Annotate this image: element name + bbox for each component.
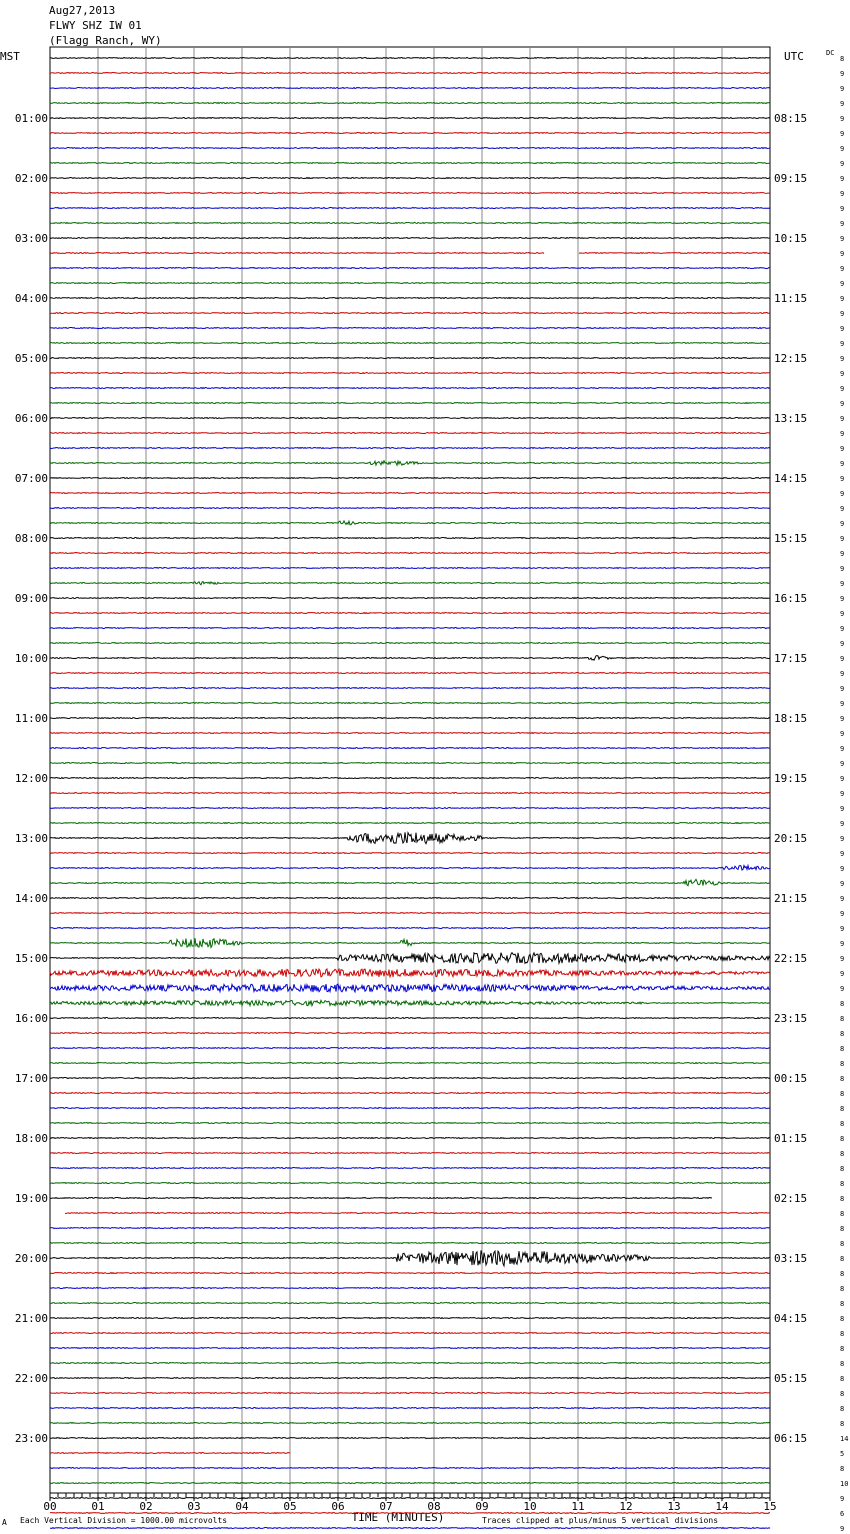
dc-offset-value: 8 xyxy=(840,1360,845,1368)
seismic-trace-line xyxy=(50,1333,770,1334)
seismic-trace-line xyxy=(50,358,770,359)
seismic-trace-line xyxy=(50,178,770,179)
right-hour-label: 02:15 xyxy=(774,1192,808,1205)
left-hour-label: 02:00 xyxy=(14,172,48,185)
seismic-trace-line xyxy=(50,1438,770,1439)
right-hour-label: 15:15 xyxy=(774,532,808,545)
seismic-trace-line xyxy=(50,1078,770,1079)
x-tick-label: 00 xyxy=(43,1500,57,1513)
left-hour-label: 04:00 xyxy=(14,292,48,305)
dc-offset-value: 9 xyxy=(840,730,845,738)
left-hour-label: 01:00 xyxy=(14,112,48,125)
dc-offset-value: 6 xyxy=(840,1510,845,1518)
seismic-trace-line xyxy=(50,418,770,419)
seismic-trace-line xyxy=(50,1048,770,1049)
x-tick-label: 08 xyxy=(427,1500,441,1513)
seismic-trace-line xyxy=(50,823,770,824)
seismic-trace-line xyxy=(50,673,770,674)
seismic-trace-line xyxy=(50,763,770,764)
dc-offset-value: 8 xyxy=(840,1300,845,1308)
dc-offset-value: 10 xyxy=(840,1480,849,1488)
dc-offset-value: 8 xyxy=(840,1345,845,1353)
seismic-trace-line xyxy=(50,969,770,977)
dc-offset-value: 8 xyxy=(840,1195,845,1203)
clip-note: Traces clipped at plus/minus 5 vertical divisions xyxy=(482,1516,719,1525)
seismic-trace-line xyxy=(50,238,770,239)
right-hour-label: 13:15 xyxy=(774,412,808,425)
dc-offset-value: 9 xyxy=(840,550,845,558)
dc-offset-value: 8 xyxy=(840,1120,845,1128)
dc-offset-value: 9 xyxy=(840,985,845,993)
dc-offset-value: 8 xyxy=(840,1285,845,1293)
seismic-trace-line xyxy=(50,253,770,254)
dc-offset-value: 8 xyxy=(840,1330,845,1338)
dc-offset-value: 9 xyxy=(840,355,845,363)
x-tick-label: 01 xyxy=(91,1500,105,1513)
seismic-trace-line xyxy=(50,1000,770,1005)
seismic-trace-line xyxy=(50,1378,770,1379)
x-tick-label: 02 xyxy=(139,1500,153,1513)
right-hour-label: 05:15 xyxy=(774,1372,808,1385)
seismic-trace-line xyxy=(50,118,770,119)
dc-offset-value: 8 xyxy=(840,1255,845,1263)
dc-offset-value: 8 xyxy=(840,1075,845,1083)
seismic-trace-line xyxy=(50,866,770,871)
dc-offset-value: 9 xyxy=(840,145,845,153)
dc-offset-value: 9 xyxy=(840,1495,845,1503)
seismic-trace-line xyxy=(50,1393,770,1394)
seismic-trace-line xyxy=(50,388,770,389)
left-hour-label: 09:00 xyxy=(14,592,48,605)
dc-offset-value: 9 xyxy=(840,475,845,483)
right-hour-label: 22:15 xyxy=(774,952,808,965)
seismic-trace-line xyxy=(50,656,770,661)
dc-offset-value: 9 xyxy=(840,295,845,303)
seismic-trace-line xyxy=(50,208,770,209)
x-tick-label: 11 xyxy=(571,1500,585,1513)
right-hour-label: 08:15 xyxy=(774,112,808,125)
seismic-trace-line xyxy=(50,403,770,404)
x-tick-label: 05 xyxy=(283,1500,297,1513)
dc-offset-value: 9 xyxy=(840,790,845,798)
dc-offset-value: 9 xyxy=(840,745,845,753)
seismic-trace-line xyxy=(50,718,770,719)
seismic-trace-line xyxy=(50,598,770,599)
right-hour-label: 17:15 xyxy=(774,652,808,665)
seismic-trace-line xyxy=(50,953,770,964)
dc-offset-value: 8 xyxy=(840,1105,845,1113)
right-hour-label: 09:15 xyxy=(774,172,808,185)
seismic-trace-line xyxy=(50,373,770,374)
dc-offset-value: 9 xyxy=(840,130,845,138)
dc-offset-value: 9 xyxy=(840,505,845,513)
seismic-trace-line xyxy=(50,521,770,525)
right-hour-label: 14:15 xyxy=(774,472,808,485)
x-tick-label: 07 xyxy=(379,1500,393,1513)
x-axis-title: TIME (MINUTES) xyxy=(351,1511,445,1524)
seismic-trace-line xyxy=(50,148,770,149)
seismic-trace-line xyxy=(50,1018,770,1019)
seismic-trace-line xyxy=(50,298,770,299)
right-hour-label: 06:15 xyxy=(774,1432,808,1445)
seismic-trace-line xyxy=(50,938,770,947)
dc-offset-value: 9 xyxy=(840,385,845,393)
left-hour-label: 18:00 xyxy=(14,1132,48,1145)
seismic-trace-line xyxy=(50,1348,770,1349)
dc-offset-value: 9 xyxy=(840,640,845,648)
dc-offset-value: 9 xyxy=(840,325,845,333)
seismic-trace-line xyxy=(50,582,770,585)
dc-offset-value: 9 xyxy=(840,520,845,528)
seismic-trace-line xyxy=(50,103,770,104)
seismic-trace-line xyxy=(50,1273,770,1274)
dc-offset-value: 9 xyxy=(840,100,845,108)
dc-offset-value: 9 xyxy=(840,880,845,888)
dc-offset-value: 8 xyxy=(840,1240,845,1248)
dc-offset-value: 8 xyxy=(840,1060,845,1068)
seismic-trace-line xyxy=(50,1228,770,1229)
seismic-trace-line xyxy=(50,433,770,434)
dc-offset-value: 9 xyxy=(840,250,845,258)
left-hour-label: 16:00 xyxy=(14,1012,48,1025)
dc-offset-value: 8 xyxy=(840,1150,845,1158)
seismic-trace-line xyxy=(50,1033,770,1034)
seismic-trace-line xyxy=(50,793,770,794)
seismic-trace-line xyxy=(50,984,770,992)
dc-offset-value: 8 xyxy=(840,1135,845,1143)
left-hour-label: 12:00 xyxy=(14,772,48,785)
seismic-trace-line xyxy=(50,1198,712,1199)
left-hour-label: 05:00 xyxy=(14,352,48,365)
dc-offset-value: 9 xyxy=(840,925,845,933)
dc-offset-value: 5 xyxy=(840,1450,845,1458)
seismic-trace-line xyxy=(50,853,770,854)
dc-offset-value: 9 xyxy=(840,535,845,543)
seismic-trace-line xyxy=(50,733,770,734)
x-tick-label: 13 xyxy=(667,1500,681,1513)
dc-offset-value: 9 xyxy=(840,310,845,318)
left-hour-label: 14:00 xyxy=(14,892,48,905)
seismic-trace-line xyxy=(50,223,770,224)
seismic-trace-line xyxy=(50,1318,770,1319)
dc-offset-value: 8 xyxy=(840,1000,845,1008)
seismic-trace-line xyxy=(50,268,770,269)
corner-mark: A xyxy=(2,1518,7,1527)
seismic-trace-line xyxy=(50,1303,770,1304)
dc-offset-value: 9 xyxy=(840,835,845,843)
seismic-trace-line xyxy=(50,1528,770,1529)
seismic-trace-line xyxy=(50,1063,770,1064)
dc-offset-value: 8 xyxy=(840,55,845,63)
x-tick-label: 03 xyxy=(187,1500,201,1513)
seismic-trace-line xyxy=(50,1123,770,1124)
dc-offset-value: 9 xyxy=(840,190,845,198)
seismic-trace-line xyxy=(50,461,770,466)
seismic-trace-line xyxy=(50,1423,770,1424)
left-hour-label: 06:00 xyxy=(14,412,48,425)
seismic-trace-line xyxy=(50,1483,770,1484)
seismic-trace-line xyxy=(50,193,770,194)
station-label: FLWY SHZ IW 01 xyxy=(49,19,142,32)
dc-offset-value: 9 xyxy=(840,1525,845,1533)
seismic-trace-line xyxy=(50,88,770,89)
seismic-trace-line xyxy=(50,1288,770,1289)
x-tick-label: 14 xyxy=(715,1500,729,1513)
x-tick-label: 04 xyxy=(235,1500,249,1513)
dc-offset-value: 9 xyxy=(840,670,845,678)
dc-offset-value: 8 xyxy=(840,1375,845,1383)
seismic-trace-line xyxy=(50,913,770,914)
left-hour-label: 15:00 xyxy=(14,952,48,965)
left-hour-label: 23:00 xyxy=(14,1432,48,1445)
seismic-trace-line xyxy=(50,748,770,749)
dc-offset-value: 9 xyxy=(840,955,845,963)
right-hour-label: 16:15 xyxy=(774,592,808,605)
dc-offset-value: 9 xyxy=(840,610,845,618)
right-hour-label: 03:15 xyxy=(774,1252,808,1265)
seismic-trace-line xyxy=(50,1138,770,1139)
dc-offset-value: 9 xyxy=(840,430,845,438)
left-hour-label: 19:00 xyxy=(14,1192,48,1205)
dc-offset-value: 9 xyxy=(840,715,845,723)
right-hour-label: 20:15 xyxy=(774,832,808,845)
right-hour-label: 12:15 xyxy=(774,352,808,365)
dc-offset-value: 9 xyxy=(840,595,845,603)
dc-offset-value: 9 xyxy=(840,910,845,918)
dc-offset-value: 9 xyxy=(840,895,845,903)
dc-offset-value: 9 xyxy=(840,940,845,948)
dc-offset-value: 8 xyxy=(840,1015,845,1023)
dc-offset-value: 8 xyxy=(840,1210,845,1218)
dc-offset-value: 9 xyxy=(840,115,845,123)
seismic-trace-line xyxy=(50,508,770,509)
seismic-trace-line xyxy=(50,1468,770,1469)
right-hour-label: 18:15 xyxy=(774,712,808,725)
right-hour-label: 04:15 xyxy=(774,1312,808,1325)
dc-label: DC xyxy=(826,49,835,57)
seismic-trace-line xyxy=(50,879,770,885)
seismic-trace-line xyxy=(50,538,770,539)
left-hour-label: 17:00 xyxy=(14,1072,48,1085)
x-tick-label: 10 xyxy=(523,1500,537,1513)
scale-note: Each Vertical Division = 1000.00 microvolts xyxy=(20,1516,228,1525)
dc-offset-value: 8 xyxy=(840,1420,845,1428)
seismic-trace-line xyxy=(50,313,770,314)
left-hour-label: 20:00 xyxy=(14,1252,48,1265)
right-hour-label: 00:15 xyxy=(774,1072,808,1085)
x-tick-label: 12 xyxy=(619,1500,633,1513)
left-hour-label: 13:00 xyxy=(14,832,48,845)
dc-offset-value: 8 xyxy=(840,1270,845,1278)
dc-offset-value: 9 xyxy=(840,175,845,183)
seismic-trace-line xyxy=(50,1168,770,1169)
seismic-trace-line xyxy=(50,553,770,554)
seismic-trace-line xyxy=(50,283,770,284)
seismic-trace-line xyxy=(50,808,770,809)
right-hour-label: 23:15 xyxy=(774,1012,808,1025)
dc-offset-value: 9 xyxy=(840,805,845,813)
dc-offset-value: 8 xyxy=(840,1090,845,1098)
plot-frame xyxy=(50,47,770,1493)
left-hour-label: 08:00 xyxy=(14,532,48,545)
dc-offset-value: 9 xyxy=(840,820,845,828)
x-tick-label: 09 xyxy=(475,1500,489,1513)
seismic-trace-line xyxy=(50,1108,770,1109)
left-hour-label: 22:00 xyxy=(14,1372,48,1385)
dc-offset-value: 9 xyxy=(840,400,845,408)
dc-offset-value: 8 xyxy=(840,1180,845,1188)
seismic-trace-line xyxy=(50,1183,770,1184)
x-tick-label: 15 xyxy=(763,1500,777,1513)
dc-offset-value: 9 xyxy=(840,850,845,858)
seismic-trace-line xyxy=(50,643,770,644)
seismic-trace-line xyxy=(50,448,770,449)
location-label: (Flagg Ranch, WY) xyxy=(49,34,162,47)
seismic-trace-line xyxy=(50,58,770,59)
dc-offset-value: 9 xyxy=(840,340,845,348)
right-hour-label: 19:15 xyxy=(774,772,808,785)
dc-offset-value: 9 xyxy=(840,160,845,168)
dc-offset-value: 9 xyxy=(840,565,845,573)
dc-offset-value: 9 xyxy=(840,445,845,453)
left-hour-label: 07:00 xyxy=(14,472,48,485)
dc-offset-value: 9 xyxy=(840,580,845,588)
dc-offset-value: 9 xyxy=(840,970,845,978)
seismic-trace-line xyxy=(50,1408,770,1409)
dc-offset-value: 9 xyxy=(840,490,845,498)
seismic-trace-line xyxy=(50,832,770,843)
seismic-trace-line xyxy=(50,1093,770,1094)
dc-offset-value: 9 xyxy=(840,760,845,768)
dc-offset-value: 9 xyxy=(840,625,845,633)
seismic-trace-line xyxy=(50,1250,770,1266)
dc-offset-value: 9 xyxy=(840,265,845,273)
seismic-trace-line xyxy=(50,778,770,779)
right-hour-label: 01:15 xyxy=(774,1132,808,1145)
left-hour-label: 21:00 xyxy=(14,1312,48,1325)
dc-offset-value: 9 xyxy=(840,865,845,873)
seismic-trace-line xyxy=(50,703,770,704)
x-tick-label: 06 xyxy=(331,1500,345,1513)
seismic-trace-line xyxy=(50,1363,770,1364)
dc-offset-value: 8 xyxy=(840,1165,845,1173)
dc-offset-value: 8 xyxy=(840,1315,845,1323)
dc-offset-value: 8 xyxy=(840,1465,845,1473)
dc-offset-value: 8 xyxy=(840,1045,845,1053)
seismic-trace-line xyxy=(50,898,770,899)
dc-offset-value: 9 xyxy=(840,220,845,228)
dc-offset-value: 9 xyxy=(840,415,845,423)
dc-offset-value: 14 xyxy=(840,1435,849,1443)
dc-offset-value: 9 xyxy=(840,280,845,288)
seismic-trace-line xyxy=(65,1213,770,1214)
seismic-trace-line xyxy=(50,73,770,74)
seismic-trace-line xyxy=(50,568,770,569)
seismic-trace-line xyxy=(50,493,770,494)
seismic-trace-line xyxy=(50,628,770,629)
dc-offset-value: 9 xyxy=(840,235,845,243)
left-hour-label: 10:00 xyxy=(14,652,48,665)
seismic-trace-line xyxy=(50,133,770,134)
seismic-trace-line xyxy=(50,928,770,929)
dc-offset-value: 8 xyxy=(840,1390,845,1398)
seismic-trace-line xyxy=(50,688,770,689)
seismic-trace-line xyxy=(50,478,770,479)
dc-offset-value: 9 xyxy=(840,370,845,378)
seismic-trace-line xyxy=(50,1498,770,1499)
dc-offset-value: 9 xyxy=(840,70,845,78)
left-hour-label: 11:00 xyxy=(14,712,48,725)
left-timezone-label: MST xyxy=(0,50,20,63)
dc-offset-value: 9 xyxy=(840,655,845,663)
seismic-trace-line xyxy=(50,1453,290,1454)
dc-offset-value: 9 xyxy=(840,460,845,468)
dc-offset-value: 8 xyxy=(840,1030,845,1038)
left-hour-label: 03:00 xyxy=(14,232,48,245)
dc-offset-value: 9 xyxy=(840,700,845,708)
seismic-trace-line xyxy=(50,1153,770,1154)
dc-offset-value: 9 xyxy=(840,685,845,693)
seismic-trace-line xyxy=(50,163,770,164)
date-label: Aug27,2013 xyxy=(49,4,116,17)
seismic-trace-line xyxy=(50,1243,770,1244)
right-hour-label: 21:15 xyxy=(774,892,808,905)
right-hour-label: 10:15 xyxy=(774,232,808,245)
seismic-trace-line xyxy=(50,328,770,329)
dc-offset-value: 8 xyxy=(840,1405,845,1413)
seismic-trace-line xyxy=(50,343,770,344)
seismic-trace-line xyxy=(50,613,770,614)
dc-offset-value: 9 xyxy=(840,205,845,213)
dc-offset-value: 9 xyxy=(840,775,845,783)
right-timezone-label: UTC xyxy=(784,50,804,63)
right-hour-label: 11:15 xyxy=(774,292,808,305)
dc-offset-value: 9 xyxy=(840,85,845,93)
dc-offset-value: 8 xyxy=(840,1225,845,1233)
